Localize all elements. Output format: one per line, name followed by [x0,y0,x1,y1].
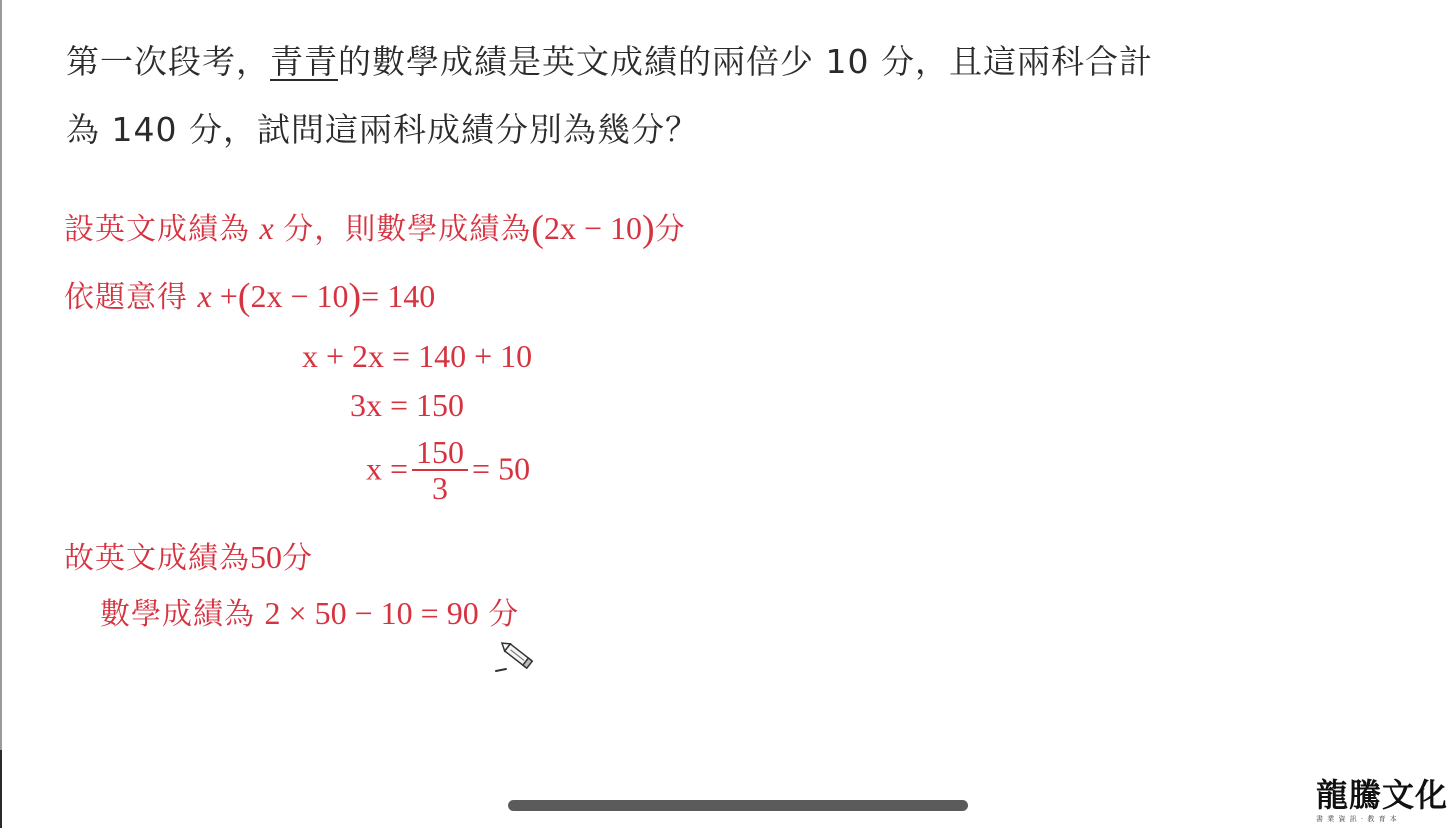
sol2-rhs: = 140 [361,278,436,314]
sol1-suffix: 分 [654,212,686,247]
solution-line-3: x + 2x = 140 + 10 [302,338,533,374]
sol7-prefix: 數學成績為 [100,597,255,632]
sol7-suffix: 分 [488,597,520,632]
fraction-denominator: 3 [432,470,449,506]
fraction-numerator: 150 [412,435,468,471]
window-edge-dark [0,750,2,828]
sol2-var: x [197,278,212,314]
sol5-lhs: x = [366,450,409,487]
solution-line-1: 設英文成績為 x 分，則數學成績為(2x − 10)分 [64,208,686,250]
solution-line-4: 3x = 150 [350,387,465,423]
question-part1: 第一次段考， [66,42,270,81]
sol1-expr: 2x − 10 [543,210,642,246]
sol2-expr: 2x − 10 [250,278,349,314]
solution-line-7 [100,593,519,635]
question-name: 青青 [270,42,338,81]
pencil-cursor-icon [494,638,538,674]
publisher-logo-subtitle: 書 業 資 訊 ‧ 教 育 本 [1316,815,1398,823]
sol6-suffix: 分 [282,541,313,576]
sol2-plus: + [219,278,238,314]
home-indicator[interactable] [508,800,968,811]
sol1-prefix: 設英文成績為 [64,212,250,247]
sol1-middle: 分，則數學成績為 [283,212,532,247]
sol1-var: x [259,210,274,246]
publisher-logo: 龍騰文化 [1316,776,1448,814]
sol6-prefix: 故英文成績為 [64,541,250,576]
question-text [66,28,1386,164]
question-line2: 為 140 分，試問這兩科成績分別為幾分？ [66,110,699,149]
solution-line-2: 依題意得 x +(2x − 10)= 140 [64,276,436,318]
solution-line-6 [64,537,313,579]
sol7-expr: 2 × 50 − 10 = 90 [264,595,479,631]
question-part2: 的數學成績是英文成績的兩倍少 10 分，且這兩科合計 [338,42,1153,81]
solution-line-5 [366,434,531,507]
sol6-value: 50 [250,539,282,575]
fraction [412,435,468,505]
window-edge [0,0,2,828]
sol2-prefix: 依題意得 [64,280,188,315]
sol5-rhs: = 50 [472,450,531,487]
